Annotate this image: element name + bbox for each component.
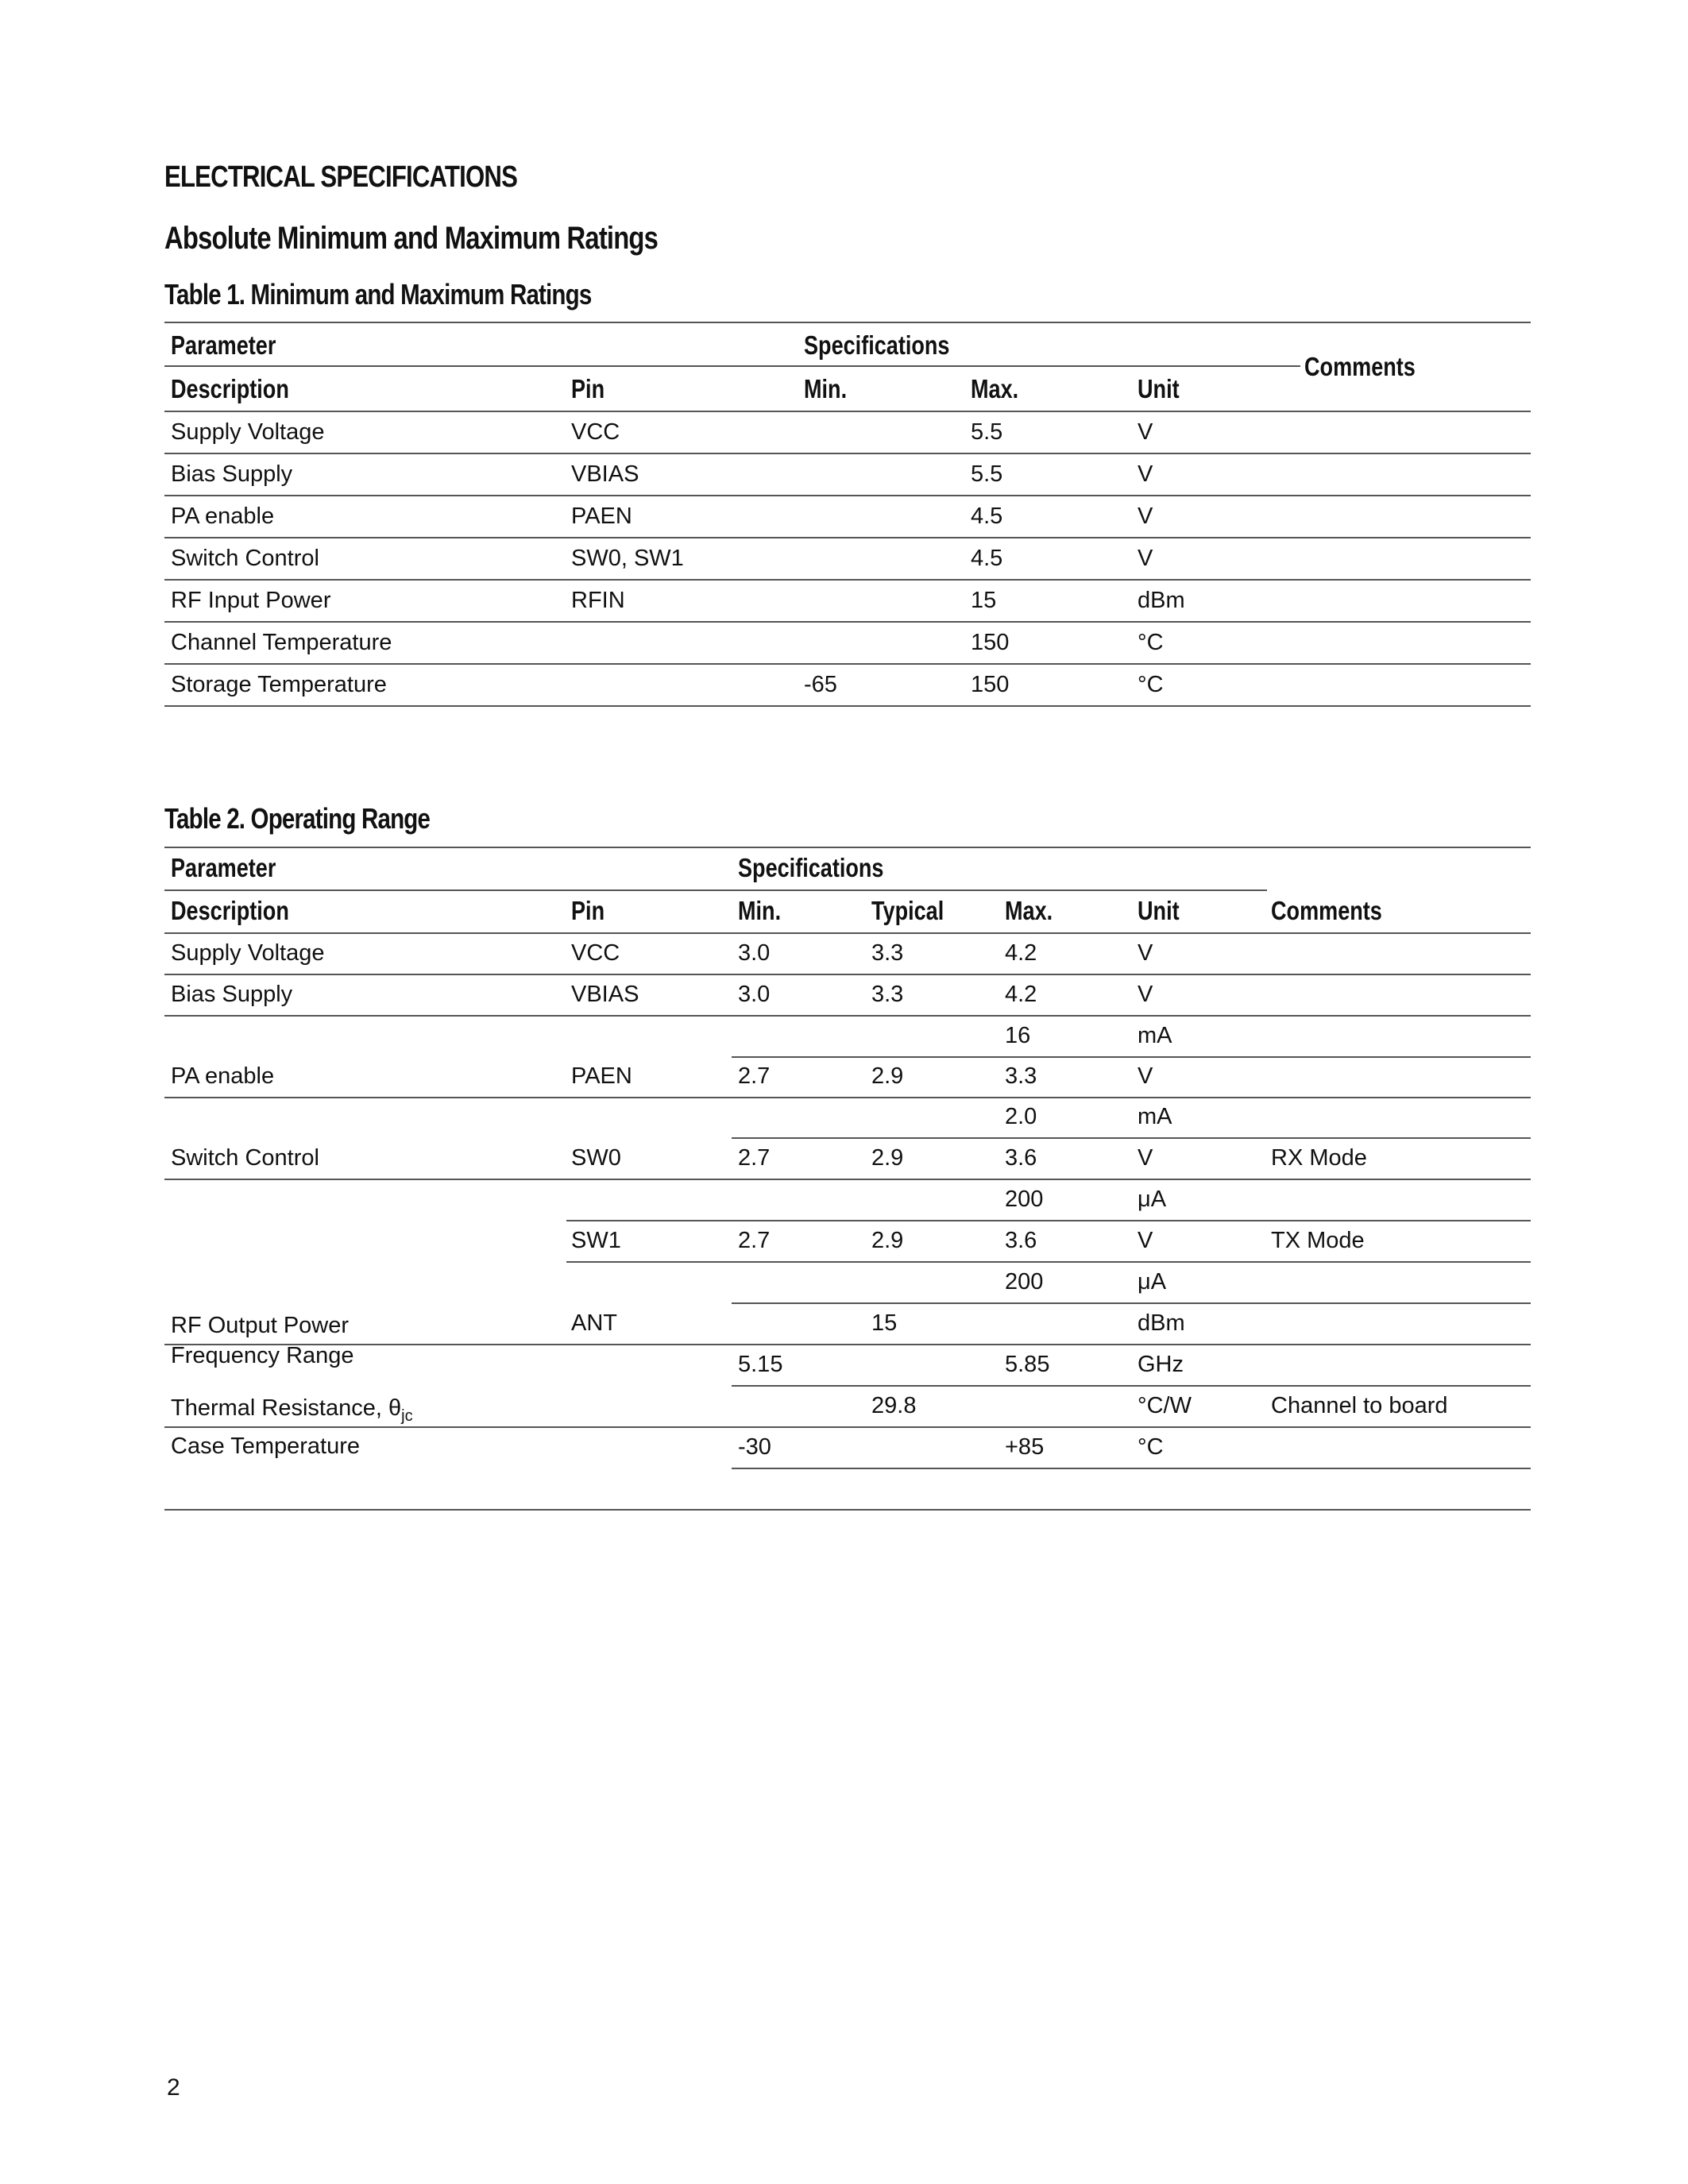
table-row — [164, 621, 1531, 663]
table2-group-specifications: Specifications — [738, 853, 884, 882]
row-description — [171, 1385, 413, 1476]
desc-frequency-range: Frequency Range — [171, 1343, 354, 1368]
row-max: 4.2 — [1005, 981, 1037, 1007]
row-max: 3.6 — [1005, 1144, 1037, 1171]
row-pin: SW0, SW1 — [571, 546, 684, 571]
row-description: Channel Temperature — [171, 630, 392, 655]
row-min: 3.0 — [738, 981, 771, 1007]
row-unit: dBm — [1138, 588, 1185, 613]
row-description: Supply Voltage — [171, 419, 325, 445]
table2-group-parameter: Parameter — [171, 853, 276, 882]
row-min: -65 — [804, 672, 837, 697]
row-pin: PAEN — [571, 504, 632, 529]
row-unit: V — [1138, 461, 1153, 487]
row-max: 150 — [971, 630, 1010, 655]
row-unit: V — [1138, 504, 1153, 529]
row-max: 3.6 — [1005, 1227, 1037, 1253]
row-pin: VCC — [571, 419, 620, 445]
row-pin: SW1 — [571, 1227, 621, 1253]
table2 — [164, 847, 1531, 1466]
thermal-subscript: jc — [401, 1406, 413, 1425]
row-unit: V — [1138, 1144, 1153, 1171]
row-max: 16 — [1005, 1022, 1031, 1048]
subsection-title: Absolute Minimum and Maximum Ratings — [164, 221, 659, 256]
row-unit: V — [1138, 940, 1153, 966]
table-row — [164, 579, 1531, 621]
row-pin: VBIAS — [571, 461, 639, 487]
row-pin: ANT — [571, 1310, 617, 1336]
row-typical: 29.8 — [871, 1392, 917, 1418]
row-unit: °C — [1138, 672, 1164, 697]
row-max: 4.2 — [1005, 940, 1037, 966]
table1-column-header — [164, 351, 1531, 411]
row-max: 4.5 — [971, 504, 1003, 529]
row-max: 150 — [971, 672, 1010, 697]
table2-col-description: Description — [171, 896, 289, 925]
row-pin: VCC — [571, 940, 620, 966]
row-description: Supply Voltage — [171, 940, 325, 966]
table1-col-comments: Comments — [1304, 351, 1416, 381]
row-unit: V — [1138, 981, 1153, 1007]
row-unit: dBm — [1138, 1310, 1185, 1336]
row-min: 5.15 — [738, 1351, 783, 1377]
row-description: Switch Control — [171, 1144, 319, 1171]
row-unit: °C — [1138, 1433, 1164, 1460]
row-unit: V — [1138, 419, 1153, 445]
table1-group-parameter: Parameter — [171, 330, 276, 360]
row-description: PA enable — [171, 1063, 275, 1089]
table2-col-min: Min. — [738, 896, 782, 925]
row-description — [171, 1302, 354, 1393]
row-min: 2.7 — [738, 1063, 771, 1089]
row-min: 2.7 — [738, 1227, 771, 1253]
row-unit: V — [1138, 1063, 1153, 1089]
row-typical: 3.3 — [871, 940, 904, 966]
row-min: 2.7 — [738, 1144, 771, 1171]
table1-col-unit: Unit — [1138, 373, 1180, 403]
table2-col-max: Max. — [1005, 896, 1053, 925]
row-unit: V — [1138, 1227, 1153, 1253]
row-max: 5.85 — [1005, 1351, 1050, 1377]
row-description: PA enable — [171, 504, 275, 529]
row-max: 5.5 — [971, 419, 1003, 445]
desc-thermal-resistance — [171, 1393, 413, 1431]
table1 — [164, 322, 1531, 707]
row-comments: Channel to board — [1271, 1392, 1448, 1418]
row-description: Switch Control — [171, 546, 319, 571]
thermal-label: Thermal Resistance, θ — [171, 1395, 402, 1421]
table1-col-pin: Pin — [571, 373, 605, 403]
row-pin: RFIN — [571, 588, 625, 613]
row-min: -30 — [738, 1433, 771, 1460]
desc-rf-output-power: RF Output Power — [171, 1313, 350, 1338]
table1-col-min: Min. — [804, 373, 848, 403]
table2-col-pin: Pin — [571, 896, 605, 925]
row-unit: °C — [1138, 630, 1164, 655]
table1-col-description: Description — [171, 373, 289, 403]
table-row — [164, 495, 1531, 537]
row-typical: 3.3 — [871, 981, 904, 1007]
row-max: 3.3 — [1005, 1063, 1037, 1089]
table1-group-specifications: Specifications — [804, 330, 950, 360]
row-unit: mA — [1138, 1104, 1172, 1129]
row-unit: μA — [1138, 1186, 1167, 1212]
row-unit: V — [1138, 546, 1153, 571]
row-description: Storage Temperature — [171, 672, 387, 697]
table1-title: Table 1. Minimum and Maximum Ratings — [164, 278, 592, 311]
row-max: 200 — [1005, 1268, 1044, 1295]
row-typical: 15 — [871, 1310, 898, 1336]
row-typical: 2.9 — [871, 1227, 904, 1253]
row-max: 5.5 — [971, 461, 1003, 487]
table1-col-max: Max. — [971, 373, 1019, 403]
row-max: 15 — [971, 588, 997, 613]
row-max: 2.0 — [1005, 1104, 1037, 1129]
row-max: 4.5 — [971, 546, 1003, 571]
row-typical: 2.9 — [871, 1144, 904, 1171]
row-max: +85 — [1005, 1433, 1045, 1460]
row-pin: PAEN — [571, 1063, 632, 1089]
row-unit: °C/W — [1138, 1392, 1192, 1418]
section-title: ELECTRICAL SPECIFICATIONS — [164, 160, 518, 194]
row-unit: GHz — [1138, 1351, 1184, 1377]
table2-col-unit: Unit — [1138, 896, 1180, 925]
row-max: 200 — [1005, 1186, 1044, 1212]
table-row — [164, 663, 1531, 707]
row-typical: 2.9 — [871, 1063, 904, 1089]
row-description: RF Input Power — [171, 588, 331, 613]
table-row — [164, 411, 1531, 453]
row-pin: VBIAS — [571, 981, 639, 1007]
row-comments: TX Mode — [1271, 1227, 1365, 1253]
row-comments: RX Mode — [1271, 1144, 1367, 1171]
page-number: 2 — [167, 2074, 180, 2101]
table2-col-typical: Typical — [871, 896, 944, 925]
row-unit: μA — [1138, 1268, 1167, 1295]
row-unit: mA — [1138, 1022, 1172, 1048]
row-pin: SW0 — [571, 1144, 621, 1171]
table-row — [164, 453, 1531, 495]
table2-title: Table 2. Operating Range — [164, 802, 431, 835]
desc-case-temperature: Case Temperature — [171, 1433, 361, 1459]
row-min: 3.0 — [738, 940, 771, 966]
table-row — [164, 537, 1531, 579]
row-description: Bias Supply — [171, 461, 293, 487]
table2-col-comments: Comments — [1271, 896, 1382, 925]
row-description: Bias Supply — [171, 981, 293, 1007]
